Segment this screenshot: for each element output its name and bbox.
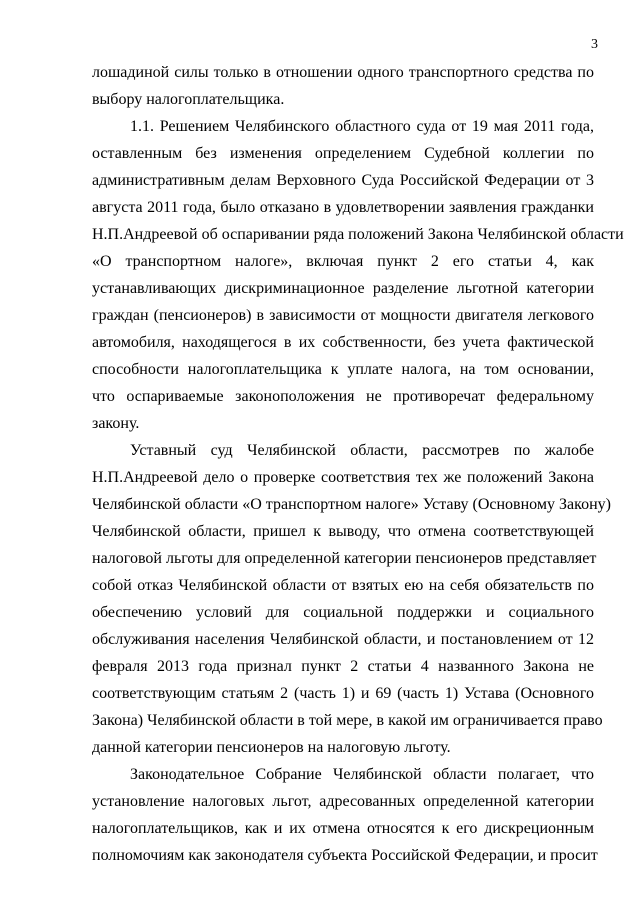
text-line: «О транспортном налоге», включая пункт 2 его статьи 4, как [92,253,594,270]
text-line: данной категории пенсионеров на налоговую льготу. [92,739,451,756]
text-line: оставленным без изменения определением Судебной коллегии по [92,145,594,162]
text-line: 1.1. Решением Челябинского областного суда от 19 мая 2011 года, [130,118,594,135]
text-line: Челябинской области, пришел к выводу, что отмена соответствующей [92,523,594,540]
text-line: Закона) Челябинской области в той мере, в какой им ограничивается право [92,712,603,729]
text-line: февраля 2013 года признал пункт 2 статьи 4 названного Закона не [92,658,594,675]
text-line: способности налогоплательщика к уплате налога, на том основании, [92,361,594,378]
paragraph [92,437,611,761]
text-line: Н.П.Андреевой об оспаривании ряда положений Закона Челябинской области [92,226,624,243]
text-line: августа 2011 года, было отказано в удовлетворении заявления гражданки [92,199,594,216]
text-line: граждан (пенсионеров) в зависимости от мощности двигателя легкового [92,307,594,324]
text-line: Уставный суд Челябинской области, рассмотрев по жалобе [130,442,594,459]
text-line: лошадиной силы только в отношении одного транспортного средства по [92,64,594,81]
text-line: административным делам Верховного Суда Российской Федерации от 3 [92,172,594,189]
text-line: соответствующим статьям 2 (часть 1) и 69 (часть 1) Устава (Основного [92,685,594,702]
document-body [92,59,624,869]
text-line: налоговой льготы для определенной категории пенсионеров представляет [92,550,597,567]
text-line: автомобиля, находящегося в их собственности, без учета фактической [92,334,594,351]
text-line: Челябинской области «О транспортном налоге» Уставу (Основному Закону) [92,496,611,513]
text-line: Законодательное Собрание Челябинской области полагает, что [130,766,594,783]
text-line: полномочиям как законодателя субъекта Российской Федерации, и просит [92,847,598,864]
text-line: что оспариваемые законоположения не противоречат федеральному [92,388,594,405]
text-line: обслуживания населения Челябинской области, и постановлением от 12 [92,631,594,648]
text-line: выбору налогоплательщика. [92,91,285,108]
text-line: налогоплательщиков, как и их отмена относятся к его дискреционным [92,820,594,837]
text-line: установление налоговых льгот, адресованных определенной категории [92,793,594,810]
paragraph [92,113,624,437]
text-line: закону. [92,415,140,432]
text-line: собой отказ Челябинской области от взятых ею на себя обязательств по [92,577,594,594]
paragraph [92,59,594,113]
text-line: устанавливающих дискриминационное разделение льготной категории [92,280,594,297]
page-number: 3 [591,37,598,52]
paragraph [92,761,598,869]
text-line: Н.П.Андреевой дело о проверке соответствия тех же положений Закона [92,469,594,486]
text-line: обеспечению условий для социальной поддержки и социального [92,604,594,621]
